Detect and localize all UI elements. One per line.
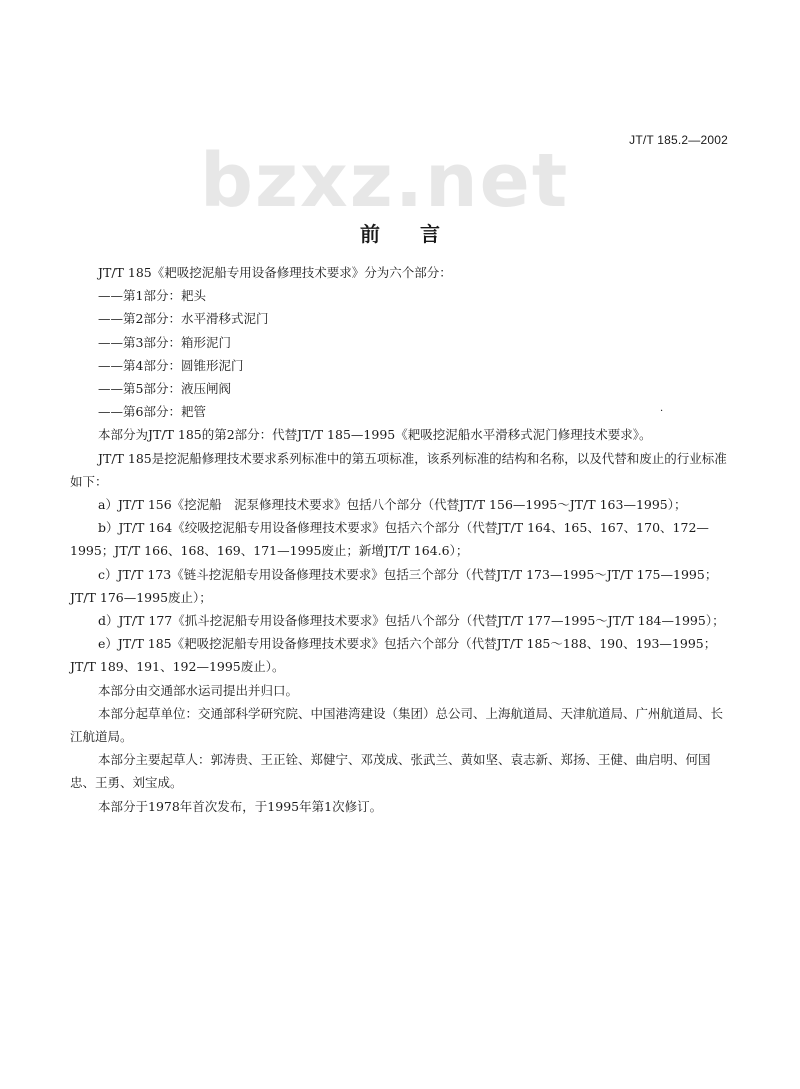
paragraph: 本部分为JT/T 185的第2部分：代替JT/T 185—1995《耙吸挖泥船水平滑移式泥门修理技术要求》。: [98, 427, 652, 443]
paragraph: JT/T 185《耙吸挖泥船专用设备修理技术要求》分为六个部分：: [98, 265, 452, 280]
list-item: a）JT/T 156《挖泥船 泥泵修理技术要求》包括八个部分（代替JT/T 156—1995～JT/T 163—1995）；: [98, 497, 687, 513]
watermark: bzxz.net: [200, 138, 570, 224]
list-item: ——第4部分：圆锥形泥门: [98, 357, 244, 373]
list-item: ——第5部分：液压闸阀: [98, 381, 231, 397]
list-item: ——第3部分：箱形泥门: [98, 334, 231, 350]
paragraph: 本部分于1978年首次发布，于1995年第1次修订。: [98, 798, 383, 814]
list-item: d）JT/T 177《抓斗挖泥船专用设备修理技术要求》包括八个部分（代替JT/T 177—1995～JT/T 184—1995）；: [98, 613, 725, 629]
paragraph: JT/T 185是挖泥船修理技术要求系列标准中的第五项标准，该系列标准的结构和名称，以及代替和废止的行业标准如下：: [70, 450, 727, 489]
list-item: ——第2部分：水平滑移式泥门: [98, 311, 269, 327]
document-body: [70, 261, 735, 818]
standard-number: JT/T 185.2—2002: [629, 133, 728, 147]
paragraph: 本部分由交通部水运司提出并归口。: [98, 682, 299, 698]
page-title: 前言: [360, 222, 480, 246]
paragraph: 本部分起草单位：交通部科学研究院、中国港湾建设（集团）总公司、上海航道局、天津航道局、广州航道局、长江航道局。: [70, 705, 724, 745]
stray-dot: ·: [660, 406, 664, 417]
paragraph: 本部分主要起草人：郭涛贵、王正铨、郑健宁、邓茂成、张武兰、黄如坚、袁志新、郑扬、王健、曲启明、何国忠、王勇、刘宝成。: [70, 752, 711, 791]
list-item: e）JT/T 185《耙吸挖泥船专用设备修理技术要求》包括六个部分（代替JT/T 185～188、190、193—1995；JT/T 189、191、192—1995废止）。: [70, 636, 717, 675]
list-item: c）JT/T 173《链斗挖泥船专用设备修理技术要求》包括三个部分（代替JT/T 173—1995～JT/T 175—1995；JT/T 176—1995废止）；: [70, 566, 718, 605]
list-item: ——第1部分：耙头: [98, 288, 206, 304]
list-item: b）JT/T 164《绞吸挖泥船专用设备修理技术要求》包括六个部分（代替JT/T 164、165、167、170、172—1995；JT/T 166、168、169、171—1995废止；新增JT/T 164.6）；: [70, 520, 709, 559]
list-item: ——第6部分：耙管: [98, 404, 206, 420]
